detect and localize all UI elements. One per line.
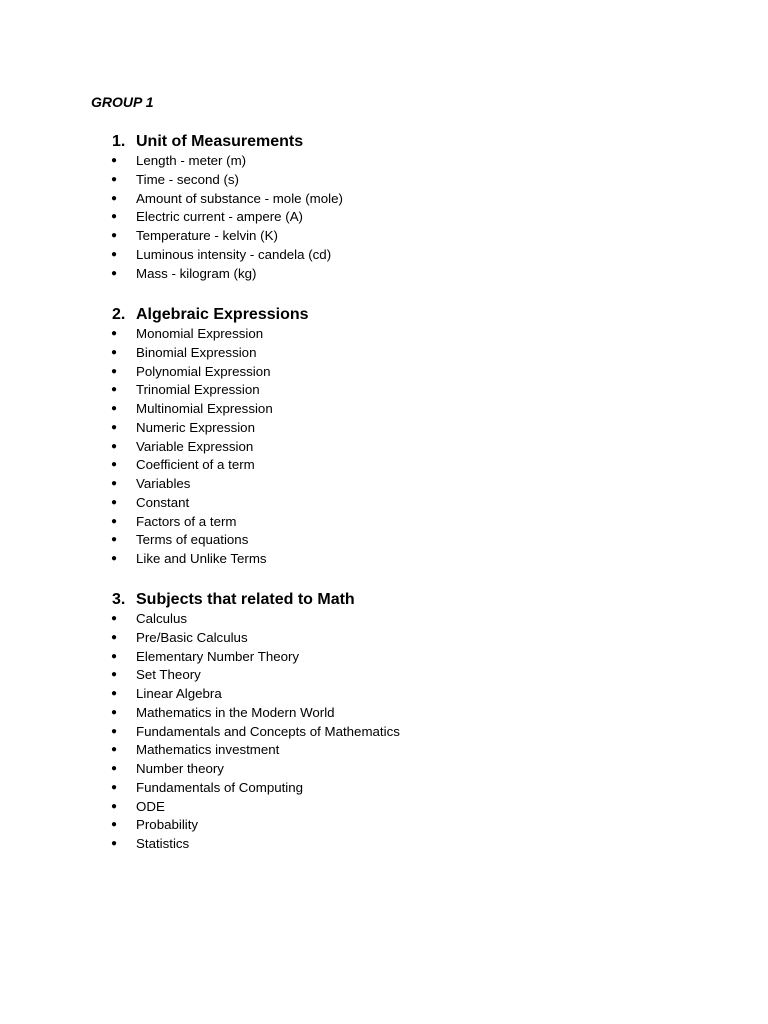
section-title: Unit of Measurements [136,133,304,150]
section-heading [112,590,355,610]
list-item-text: Electric current - ampere (A) [136,209,303,225]
bullet-icon: ● [111,515,118,527]
list-item-text: Factors of a term [136,513,237,529]
bullet-icon: ● [111,365,118,377]
list-item-text: Time - second (s) [136,171,239,187]
bullet-icon: ● [111,819,118,831]
group-title: GROUP 1 [91,94,154,110]
list-item-text: Amount of substance - mole (mole) [136,190,343,206]
list-item-text: Mathematics in the Modern World [136,704,335,720]
bullet-icon: ● [111,478,118,489]
bullet-icon: ● [111,706,118,718]
list-item-text: Variable Expression [136,438,254,454]
bullet-icon: ● [111,328,118,339]
list-item-text: Mathematics investment [136,742,280,758]
list-item-text: Multinomial Expression [136,401,273,416]
list-item-text: Mass - kilogram (kg) [136,265,257,281]
list-item-text: Temperature - kelvin (K) [136,228,278,243]
section-number: 2. [112,306,126,323]
section-title: Subjects that related to Math [136,591,355,608]
bullet-icon: ● [111,631,118,643]
list-item-text: Linear Algebra [136,686,222,701]
list-item-text: Coefficient of a term [136,457,255,473]
list-item-text: Monomial Expression [136,326,264,341]
bullet-icon: ● [111,669,118,681]
bullet-icon: ● [111,440,118,452]
list-item-text: Fundamentals and Concepts of Mathematics [136,723,400,739]
list-item-text: Statistics [136,836,190,851]
list-item-text: Numeric Expression [136,419,255,435]
bullet-icon: ● [111,267,118,279]
list-item-text: Terms of equations [136,532,249,548]
bullet-icon: ● [111,763,118,774]
bullet-icon: ● [111,725,118,737]
bullet-icon: ● [111,553,118,564]
bullet-icon: ● [111,173,118,185]
bullet-icon: ● [111,211,118,223]
bullet-icon: ● [111,838,118,849]
section-number: 1. [112,133,126,150]
list-item-text: Probability [136,817,199,833]
list-item-text: Constant [136,494,190,510]
list-item-text: Number theory [136,761,224,776]
list-item-text: Elementary Number Theory [136,648,300,664]
section-number: 3. [112,591,126,608]
bullet-icon: ● [111,403,118,414]
bullet-icon: ● [111,459,118,471]
list-item-text: Fundamentals of Computing [136,779,304,795]
bullet-icon: ● [111,230,118,241]
section-title: Algebraic Expressions [136,306,309,323]
list-item-text: Binomial Expression [136,344,257,360]
bullet-icon: ● [111,800,118,812]
bullet-icon: ● [111,613,118,624]
section-heading [112,132,303,152]
bullet-icon: ● [111,744,118,756]
bullet-icon: ● [111,346,118,358]
list-item-text: Variables [136,476,191,491]
list-item-text: Luminous intensity - candela (cd) [136,246,332,262]
bullet-icon: ● [111,496,118,508]
list-item-text: Trinomial Expression [136,382,260,398]
list-item-text: Set Theory [136,667,201,683]
bullet-icon: ● [111,781,118,793]
bullet-icon: ● [111,192,118,204]
bullet-icon: ● [111,248,118,260]
list-item-text: Length - meter (m) [136,153,247,168]
bullet-icon: ● [111,384,118,396]
bullet-icon: ● [111,688,118,699]
list-item-text: Polynomial Expression [136,363,271,379]
list-item-text: ODE [136,798,165,814]
list-item-text: Pre/Basic Calculus [136,629,248,645]
bullet-icon: ● [111,155,118,166]
bullet-icon: ● [111,534,118,546]
section-heading [112,305,309,325]
bullet-icon: ● [111,421,118,433]
bullet-icon: ● [111,650,118,662]
list-item-text: Calculus [136,611,187,626]
list-item-text: Like and Unlike Terms [136,551,267,566]
